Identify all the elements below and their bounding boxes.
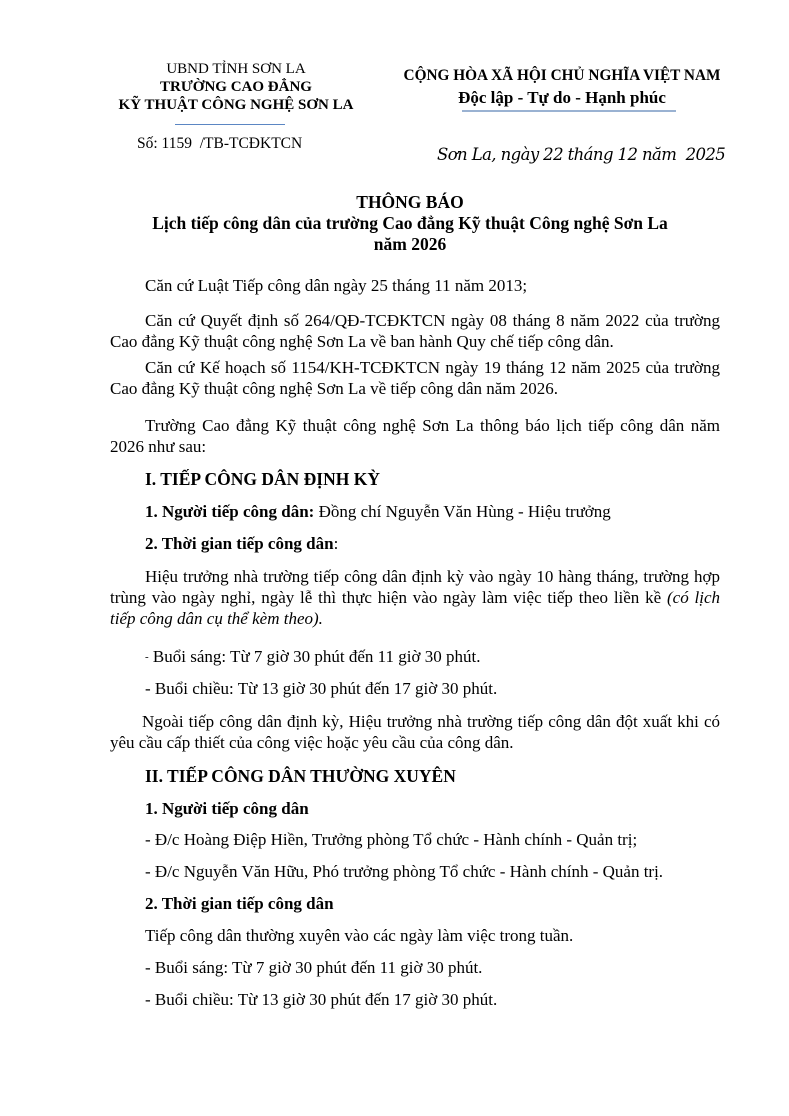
legal-basis-1: Căn cứ Luật Tiếp công dân ngày 25 tháng 11 năm 2013;	[145, 276, 528, 295]
section-1-extra: Ngoài tiếp công dân định kỳ, Hiệu trưởng nhà trường tiếp công dân đột xuất khi có yêu cầu cấp thiết của công việc hoặc yêu cầu của công dân.	[110, 712, 720, 752]
organization-name-line2: KỸ THUẬT CÔNG NGHỆ SƠN LA	[118, 97, 354, 113]
section-1-time-heading	[145, 533, 338, 554]
section-2-receiver-heading: 1. Người tiếp công dân	[145, 799, 309, 818]
section-2-time-heading: 2. Thời gian tiếp công dân	[145, 894, 334, 913]
section-1-morning	[145, 646, 480, 668]
section-1-afternoon: - Buổi chiều: Từ 13 giờ 30 phút đến 17 giờ 30 phút.	[145, 679, 498, 698]
parent-authority: UBND TỈNH SƠN LA	[166, 61, 306, 77]
morning-dash: -	[145, 651, 149, 663]
nation-name: CỘNG HÒA XÃ HỘI CHỦ NGHĨA VIỆT NAM	[403, 67, 721, 84]
time-label: 2. Thời gian tiếp công dân	[145, 534, 334, 553]
section-2-receiver-2: - Đ/c Nguyễn Văn Hữu, Phó trưởng phòng Tổ chức - Hành chính - Quản trị.	[145, 862, 664, 881]
national-motto: Độc lập - Tự do - Hạnh phúc	[458, 88, 666, 107]
organization-name-line1: TRƯỜNG CAO ĐẲNG	[160, 79, 312, 95]
section-2-afternoon: - Buổi chiều: Từ 13 giờ 30 phút đến 17 giờ 30 phút.	[145, 990, 498, 1009]
section-2-receiver-1: - Đ/c Hoàng Điệp Hiền, Trưởng phòng Tổ chức - Hành chính - Quản trị;	[145, 830, 638, 849]
national-header-block	[392, 66, 732, 109]
agency-underline	[175, 124, 285, 125]
place-and-date: Sơn La, ngày 22 tháng 12 năm 2025	[437, 145, 726, 164]
section-2-morning: - Buổi sáng: Từ 7 giờ 30 phút đến 11 giờ 30 phút.	[145, 958, 483, 977]
time-note: (có lịch tiếp công dân cụ thể kèm theo).	[110, 588, 720, 628]
document-subject-line2: năm 2026	[373, 234, 447, 254]
section-1-time-text	[110, 566, 720, 629]
receiver-label: 1. Người tiếp công dân:	[145, 502, 315, 521]
issuing-agency-block	[90, 60, 382, 114]
legal-basis-3: Căn cứ Kế hoạch số 1154/KH-TCĐKTCN ngày 19 tháng 12 năm 2025 của trường Cao đẳng Kỹ thuật công nghệ Sơn La về tiếp công dân năm 2026.	[110, 358, 720, 398]
document-title-block	[90, 192, 730, 255]
document-type: THÔNG BÁO	[356, 192, 464, 212]
receiver-value: Đồng chí Nguyễn Văn Hùng - Hiệu trưởng	[314, 502, 611, 521]
section-2-heading: II. TIẾP CÔNG DÂN THƯỜNG XUYÊN	[145, 766, 456, 786]
document-subject-line1: Lịch tiếp công dân của trường Cao đẳng Kỹ thuật Công nghệ Sơn La	[152, 213, 668, 233]
announcement-intro: Trường Cao đẳng Kỹ thuật công nghệ Sơn La thông báo lịch tiếp công dân năm 2026 như sau:	[110, 416, 720, 456]
legal-basis-2: Căn cứ Quyết định số 264/QĐ-TCĐKTCN ngày 08 tháng 8 năm 2022 của trường Cao đẳng Kỹ thuật công nghệ Sơn La về ban hành Quy chế tiếp công dân.	[110, 311, 720, 351]
section-1-heading: I. TIẾP CÔNG DÂN ĐỊNH KỲ	[145, 469, 380, 489]
section-2-time-text: Tiếp công dân thường xuyên vào các ngày làm việc trong tuần.	[145, 926, 574, 945]
morning-text: Buổi sáng: Từ 7 giờ 30 phút đến 11 giờ 30 phút.	[148, 647, 481, 666]
time-text: Hiệu trưởng nhà trường tiếp công dân định kỳ vào ngày 10 hàng tháng, trường hợp trùng vào ngày nghỉ, ngày lễ thì thực hiện vào ngày làm việc tiếp theo liền kề	[110, 567, 720, 607]
motto-underline	[462, 110, 676, 112]
document-number: Số: 1159 /TB-TCĐKTCN	[137, 135, 303, 152]
time-label-colon: :	[333, 534, 339, 553]
section-1-receiver	[145, 501, 611, 522]
